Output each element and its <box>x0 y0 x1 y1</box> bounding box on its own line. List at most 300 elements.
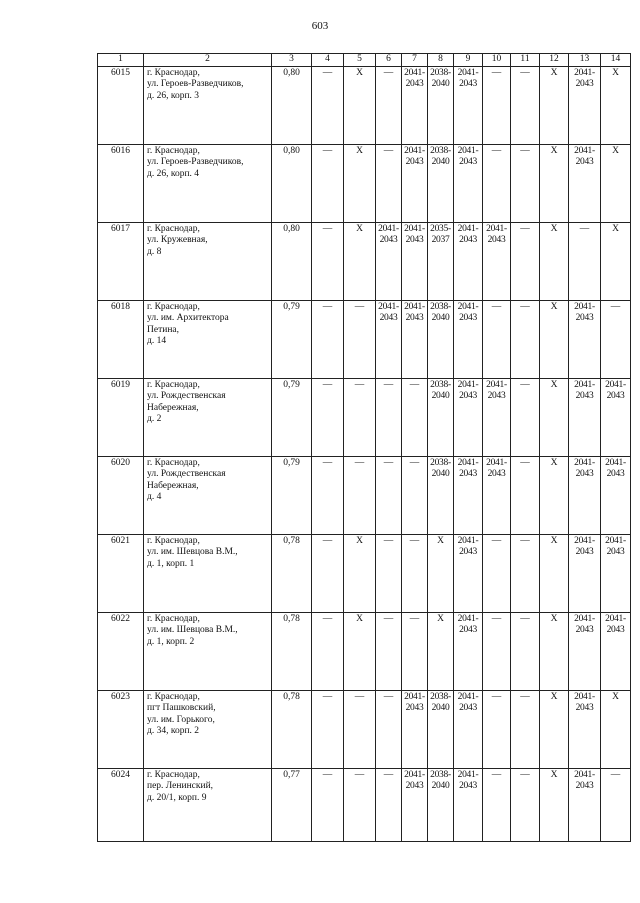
cell-col6 <box>376 66 402 144</box>
cell-col12 <box>540 768 569 841</box>
cell-col10 <box>483 456 511 534</box>
cell-value: X <box>356 223 363 234</box>
cell-value: X <box>550 769 558 780</box>
year-range-start: 2041- <box>457 613 479 624</box>
year-range-start: 2038- <box>430 301 451 312</box>
cell-col14 <box>601 768 631 841</box>
cell-value: — <box>579 223 590 234</box>
cell-col10 <box>483 768 511 841</box>
address-line: ул. им. Горького, <box>147 714 215 725</box>
cell-value: 0,80 <box>283 145 300 156</box>
cell-value: — <box>520 379 530 390</box>
cell-col5 <box>344 768 376 841</box>
cell-col11 <box>511 378 540 456</box>
year-range-start: 2041- <box>486 223 507 234</box>
year-range-end: 2043 <box>606 625 625 635</box>
year-range-end: 2037 <box>431 235 450 245</box>
address-line: г. Краснодар, <box>147 535 200 546</box>
year-range-end: 2043 <box>459 703 477 713</box>
year-range-start: 2038- <box>430 145 451 156</box>
cell-value: — <box>322 535 333 546</box>
cell-col9 <box>454 690 483 768</box>
year-range-start: 2035- <box>430 223 451 234</box>
column-header: 9 <box>454 54 483 67</box>
year-range-end: 2043 <box>405 703 424 713</box>
address-line: д. 14 <box>147 336 167 346</box>
year-range-end: 2043 <box>459 781 477 791</box>
address-line: г. Краснодар, <box>147 301 200 312</box>
cell-col10 <box>483 378 511 456</box>
column-header: 1 <box>98 54 144 67</box>
cell-col6 <box>376 222 402 300</box>
row-number: 6020 <box>98 456 144 534</box>
cell-col7 <box>402 768 428 841</box>
row-number: 6021 <box>98 534 144 612</box>
cell-col6 <box>376 456 402 534</box>
cell-value: — <box>520 613 530 624</box>
cell-col14 <box>601 534 631 612</box>
year-range-start: 2041- <box>404 145 425 156</box>
address-cell <box>144 300 272 378</box>
cell-value: X <box>550 223 558 234</box>
address-line: г. Краснодар, <box>147 613 200 624</box>
year-range-start: 2041- <box>457 223 479 234</box>
year-range-end: 2043 <box>459 313 477 323</box>
year-range-end: 2043 <box>405 79 424 89</box>
year-range-start: 2041- <box>574 691 595 702</box>
column-header: 5 <box>344 54 376 67</box>
address-line: пгт Пашковский, <box>147 703 216 713</box>
year-range-start: 2041- <box>574 769 595 780</box>
year-range-start: 2041- <box>574 67 595 78</box>
cell-col7 <box>402 222 428 300</box>
cell-col8 <box>428 66 454 144</box>
address-line: ул. Героев-Разведчиков, <box>147 79 244 89</box>
year-range-end: 2043 <box>487 235 506 245</box>
cell-value: — <box>520 223 530 234</box>
address-line: д. 1, корп. 2 <box>147 636 195 647</box>
cell-col5 <box>344 222 376 300</box>
year-range-start: 2041- <box>457 769 479 780</box>
cell-value: X <box>550 535 558 546</box>
table-row <box>98 768 631 841</box>
cell-value: X <box>437 613 444 624</box>
cell-value: — <box>383 379 394 390</box>
cell-value: — <box>610 301 621 312</box>
cell-col6 <box>376 300 402 378</box>
cell-col10 <box>483 534 511 612</box>
year-range-end: 2043 <box>575 547 594 557</box>
cell-col7 <box>402 456 428 534</box>
column-header: 12 <box>540 54 569 67</box>
cell-value: X <box>612 145 619 156</box>
column-header: 10 <box>483 54 511 67</box>
cell-col3 <box>272 66 312 144</box>
cell-col4 <box>312 768 344 841</box>
year-range-end: 2043 <box>379 313 398 323</box>
cell-value: 0,77 <box>283 769 300 780</box>
year-range-end: 2043 <box>487 469 506 479</box>
address-cell <box>144 378 272 456</box>
cell-value: — <box>354 457 365 468</box>
year-range-start: 2041- <box>574 457 595 468</box>
year-range-end: 2043 <box>575 469 594 479</box>
year-range-start: 2041- <box>605 613 626 624</box>
year-range-end: 2043 <box>575 625 594 635</box>
cell-col9 <box>454 456 483 534</box>
cell-col6 <box>376 690 402 768</box>
address-line: Петина, <box>147 324 179 335</box>
cell-col10 <box>483 222 511 300</box>
address-line: г. Краснодар, <box>147 457 200 468</box>
cell-value: — <box>383 691 394 702</box>
year-range-start: 2041- <box>574 379 595 390</box>
cell-value: — <box>354 769 365 780</box>
cell-col12 <box>540 66 569 144</box>
year-range-end: 2043 <box>487 391 506 401</box>
year-range-start: 2041- <box>457 457 479 468</box>
cell-col7 <box>402 144 428 222</box>
cell-col3 <box>272 534 312 612</box>
cell-value: X <box>437 535 444 546</box>
cell-col4 <box>312 144 344 222</box>
cell-col13 <box>569 222 601 300</box>
cell-col12 <box>540 144 569 222</box>
year-range-end: 2040 <box>431 703 450 713</box>
cell-col13 <box>569 612 601 690</box>
cell-col9 <box>454 612 483 690</box>
cell-value: — <box>610 769 621 780</box>
row-number: 6022 <box>98 612 144 690</box>
year-range-start: 2041- <box>574 301 595 312</box>
cell-col13 <box>569 534 601 612</box>
year-range-start: 2041- <box>574 613 595 624</box>
address-line: Набережная, <box>147 480 199 491</box>
cell-col5 <box>344 612 376 690</box>
address-cell <box>144 144 272 222</box>
cell-value: — <box>354 379 365 390</box>
cell-col9 <box>454 768 483 841</box>
cell-col13 <box>569 144 601 222</box>
cell-col5 <box>344 378 376 456</box>
cell-col9 <box>454 66 483 144</box>
cell-value: — <box>322 457 333 468</box>
cell-col11 <box>511 690 540 768</box>
column-header: 4 <box>312 54 344 67</box>
cell-value: X <box>356 67 363 78</box>
column-header: 8 <box>428 54 454 67</box>
year-range-start: 2041- <box>574 145 595 156</box>
year-range-start: 2041- <box>457 145 479 156</box>
cell-col8 <box>428 222 454 300</box>
cell-col14 <box>601 612 631 690</box>
year-range-start: 2041- <box>404 691 425 702</box>
column-header: 11 <box>511 54 540 67</box>
cell-value: — <box>383 535 394 546</box>
cell-col3 <box>272 612 312 690</box>
cell-value: — <box>491 691 502 702</box>
column-header: 7 <box>402 54 428 67</box>
cell-col5 <box>344 690 376 768</box>
cell-col12 <box>540 690 569 768</box>
cell-col11 <box>511 66 540 144</box>
cell-value: X <box>612 223 619 234</box>
table-row <box>98 222 631 300</box>
cell-col3 <box>272 300 312 378</box>
year-range-start: 2041- <box>404 67 425 78</box>
cell-value: X <box>550 145 558 156</box>
address-line: ул. им. Шевцова В.М., <box>147 625 238 635</box>
cell-value: — <box>322 67 333 78</box>
year-range-end: 2043 <box>606 547 625 557</box>
address-line: г. Краснодар, <box>147 223 200 234</box>
cell-col13 <box>569 456 601 534</box>
cell-value: 0,78 <box>283 535 300 546</box>
year-range-end: 2043 <box>379 235 398 245</box>
year-range-end: 2043 <box>606 391 625 401</box>
address-cell <box>144 66 272 144</box>
table-row <box>98 534 631 612</box>
cell-value: — <box>491 145 502 156</box>
year-range-start: 2041- <box>605 457 626 468</box>
cell-value: — <box>322 613 333 624</box>
cell-value: — <box>520 67 530 78</box>
cell-value: — <box>491 301 502 312</box>
cell-col5 <box>344 300 376 378</box>
cell-value: — <box>520 145 530 156</box>
row-number: 6019 <box>98 378 144 456</box>
address-line: д. 34, корп. 2 <box>147 726 200 736</box>
cell-col11 <box>511 222 540 300</box>
address-line: ул. им. Шевцова В.М., <box>147 547 238 557</box>
cell-col7 <box>402 690 428 768</box>
address-line: ул. им. Архитектора <box>147 313 229 323</box>
address-line: ул. Кружевная, <box>147 235 208 245</box>
cell-col10 <box>483 690 511 768</box>
cell-col13 <box>569 300 601 378</box>
year-range-end: 2043 <box>405 781 424 791</box>
header-row <box>98 54 631 67</box>
cell-col8 <box>428 690 454 768</box>
year-range-end: 2043 <box>405 235 424 245</box>
cell-col4 <box>312 456 344 534</box>
year-range-start: 2041- <box>457 379 479 390</box>
cell-col7 <box>402 378 428 456</box>
row-number: 6023 <box>98 690 144 768</box>
year-range-start: 2041- <box>378 223 399 234</box>
cell-col4 <box>312 612 344 690</box>
cell-col12 <box>540 456 569 534</box>
address-line: д. 26, корп. 4 <box>147 168 200 179</box>
cell-value: X <box>612 67 619 78</box>
year-range-end: 2043 <box>575 781 594 791</box>
cell-col8 <box>428 768 454 841</box>
cell-col8 <box>428 612 454 690</box>
cell-col6 <box>376 612 402 690</box>
column-header: 13 <box>569 54 601 67</box>
year-range-start: 2041- <box>605 535 626 546</box>
cell-col13 <box>569 66 601 144</box>
address-cell <box>144 456 272 534</box>
year-range-start: 2038- <box>430 769 451 780</box>
table-row <box>98 378 631 456</box>
year-range-end: 2043 <box>459 235 477 245</box>
cell-value: X <box>550 301 558 312</box>
table-row <box>98 144 631 222</box>
cell-col3 <box>272 768 312 841</box>
address-cell <box>144 768 272 841</box>
cell-col11 <box>511 768 540 841</box>
cell-value: — <box>409 535 420 546</box>
cell-value: X <box>550 67 558 78</box>
cell-col13 <box>569 378 601 456</box>
cell-value: — <box>354 691 365 702</box>
cell-value: — <box>322 145 333 156</box>
row-number: 6017 <box>98 222 144 300</box>
address-line: г. Краснодар, <box>147 379 200 390</box>
year-range-end: 2043 <box>459 79 477 89</box>
cell-col12 <box>540 612 569 690</box>
cell-value: 0,79 <box>283 301 300 312</box>
year-range-end: 2040 <box>431 79 450 89</box>
cell-col8 <box>428 534 454 612</box>
year-range-start: 2041- <box>486 379 507 390</box>
year-range-start: 2041- <box>457 301 479 312</box>
address-line: д. 20/1, корп. 9 <box>147 792 207 803</box>
cell-col4 <box>312 66 344 144</box>
cell-value: — <box>322 769 333 780</box>
year-range-end: 2040 <box>431 391 450 401</box>
address-line: г. Краснодар, <box>147 67 200 78</box>
year-range-end: 2043 <box>575 703 594 713</box>
cell-value: — <box>409 613 420 624</box>
year-range-start: 2038- <box>430 691 451 702</box>
year-range-end: 2040 <box>431 157 450 167</box>
cell-value: — <box>383 769 394 780</box>
cell-col14 <box>601 66 631 144</box>
cell-value: — <box>383 457 394 468</box>
address-cell <box>144 222 272 300</box>
year-range-end: 2043 <box>459 469 477 479</box>
year-range-start: 2038- <box>430 457 451 468</box>
cell-value: — <box>491 67 502 78</box>
cell-value: — <box>520 769 530 780</box>
cell-col4 <box>312 534 344 612</box>
cell-col10 <box>483 612 511 690</box>
cell-col13 <box>569 768 601 841</box>
cell-value: — <box>491 769 502 780</box>
cell-col8 <box>428 456 454 534</box>
cell-col6 <box>376 378 402 456</box>
table-body <box>98 66 631 841</box>
cell-col3 <box>272 456 312 534</box>
row-number: 6016 <box>98 144 144 222</box>
cell-value: — <box>491 613 502 624</box>
year-range-start: 2041- <box>486 457 507 468</box>
year-range-end: 2043 <box>405 157 424 167</box>
cell-col8 <box>428 300 454 378</box>
cell-value: — <box>322 691 333 702</box>
cell-value: — <box>520 691 530 702</box>
cell-col3 <box>272 144 312 222</box>
year-range-end: 2043 <box>459 157 477 167</box>
cell-col12 <box>540 534 569 612</box>
cell-value: X <box>612 691 619 702</box>
year-range-end: 2043 <box>459 625 477 635</box>
cell-col3 <box>272 378 312 456</box>
cell-value: 0,80 <box>283 67 300 78</box>
address-line: ул. Рождественская <box>147 391 226 401</box>
cell-col11 <box>511 534 540 612</box>
cell-value: — <box>383 613 394 624</box>
cell-value: X <box>550 457 558 468</box>
cell-col7 <box>402 534 428 612</box>
address-line: ул. Рождественская <box>147 469 226 479</box>
address-line: ул. Героев-Разведчиков, <box>147 157 244 167</box>
cell-value: — <box>520 301 530 312</box>
year-range-end: 2040 <box>431 313 450 323</box>
cell-value: X <box>550 379 558 390</box>
cell-value: — <box>322 379 333 390</box>
cell-col9 <box>454 378 483 456</box>
year-range-end: 2043 <box>606 469 625 479</box>
cell-value: 0,79 <box>283 379 300 390</box>
address-cell <box>144 612 272 690</box>
cell-col11 <box>511 612 540 690</box>
cell-col8 <box>428 144 454 222</box>
year-range-end: 2043 <box>575 391 594 401</box>
row-number: 6018 <box>98 300 144 378</box>
cell-col11 <box>511 300 540 378</box>
address-line: д. 4 <box>147 492 162 502</box>
cell-col5 <box>344 534 376 612</box>
cell-value: — <box>383 67 394 78</box>
cell-value: 0,80 <box>283 223 300 234</box>
cell-col9 <box>454 300 483 378</box>
table-row <box>98 612 631 690</box>
cell-col12 <box>540 300 569 378</box>
cell-value: — <box>520 457 530 468</box>
cell-col9 <box>454 144 483 222</box>
table-row <box>98 66 631 144</box>
year-range-start: 2041- <box>457 535 479 546</box>
cell-value: — <box>491 535 502 546</box>
cell-col12 <box>540 222 569 300</box>
column-header: 3 <box>272 54 312 67</box>
cell-col6 <box>376 144 402 222</box>
cell-col7 <box>402 300 428 378</box>
cell-col7 <box>402 66 428 144</box>
cell-value: 0,78 <box>283 613 300 624</box>
cell-col3 <box>272 222 312 300</box>
cell-value: — <box>520 535 530 546</box>
cell-col7 <box>402 612 428 690</box>
cell-value: 0,79 <box>283 457 300 468</box>
cell-col13 <box>569 690 601 768</box>
address-line: д. 8 <box>147 246 162 257</box>
cell-col4 <box>312 378 344 456</box>
year-range-start: 2041- <box>404 223 425 234</box>
address-cell <box>144 534 272 612</box>
cell-value: — <box>409 457 420 468</box>
cell-col5 <box>344 456 376 534</box>
year-range-end: 2043 <box>575 313 594 323</box>
address-line: д. 1, корп. 1 <box>147 558 195 569</box>
year-range-end: 2043 <box>459 391 477 401</box>
year-range-start: 2041- <box>574 535 595 546</box>
cell-col5 <box>344 144 376 222</box>
page-number: 603 <box>311 20 329 32</box>
